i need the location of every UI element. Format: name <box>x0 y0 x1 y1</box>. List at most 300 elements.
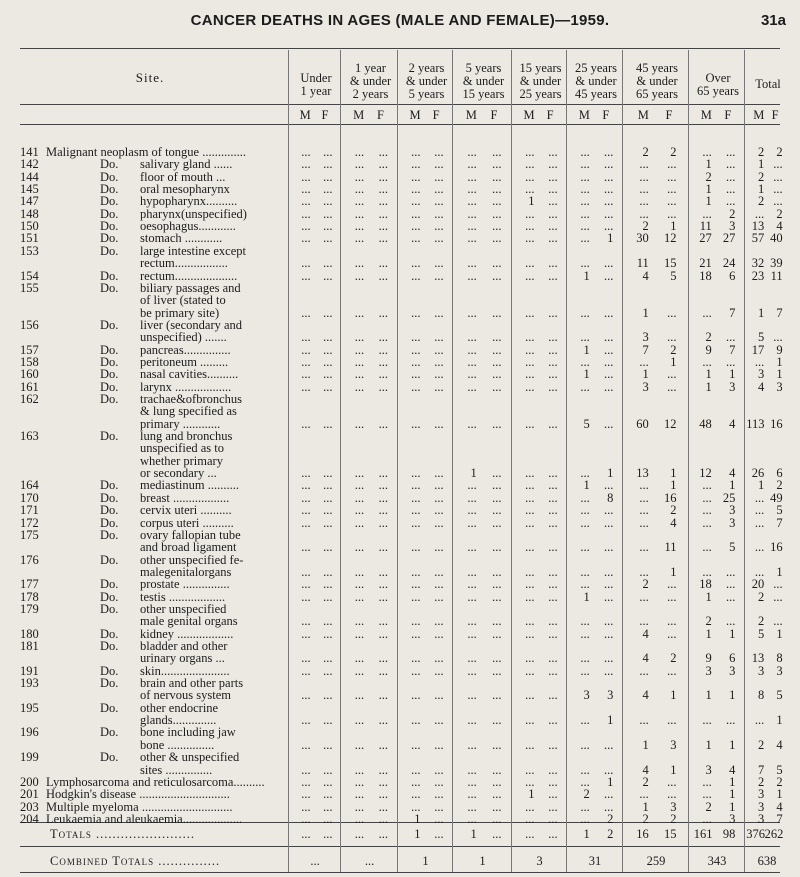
empty-cell: ... <box>492 626 502 641</box>
cell-value: 5 <box>757 330 765 345</box>
empty-cell: ... <box>639 182 649 197</box>
empty-cell: ... <box>301 194 311 209</box>
empty-cell: ... <box>467 713 477 728</box>
empty-cell: ... <box>702 515 712 530</box>
empty-cell: ... <box>354 169 365 184</box>
empty-cell: ... <box>467 342 477 357</box>
empty-cell: ... <box>354 787 365 802</box>
empty-cell: ... <box>378 367 389 382</box>
cell-value: 3 <box>670 799 677 814</box>
empty-cell: ... <box>667 206 677 221</box>
empty-cell: ... <box>323 827 333 841</box>
empty-cell: ... <box>667 157 677 172</box>
empty-cell: ... <box>378 589 389 604</box>
table-row <box>0 220 800 233</box>
male-header: M <box>578 108 590 122</box>
empty-cell: ... <box>702 540 712 555</box>
row-label: peritoneum ......... <box>140 354 229 369</box>
cell-value: 26 <box>751 466 765 481</box>
empty-cell: ... <box>603 515 614 530</box>
empty-cell: ... <box>301 737 311 752</box>
cell-value: 2 <box>583 787 590 802</box>
ditto-label: Do. <box>100 626 119 641</box>
site-column-header: Site. <box>135 70 165 85</box>
table-row <box>0 245 800 258</box>
cell-value: 1 <box>757 478 765 493</box>
empty-cell: ... <box>639 515 649 530</box>
total-value: 1 <box>470 827 477 841</box>
empty-cell: ... <box>434 515 444 530</box>
empty-cell: ... <box>411 688 421 703</box>
empty-cell: ... <box>773 194 783 209</box>
totals-label: Totals ........................ <box>50 827 196 841</box>
ditto-label: Do. <box>100 552 119 567</box>
combined-value: ... <box>310 854 320 868</box>
cell-value: 2 <box>757 614 765 629</box>
table-row <box>0 689 800 702</box>
empty-cell: ... <box>378 145 389 159</box>
empty-cell: ... <box>411 231 421 246</box>
row-label: oesophagus............ <box>140 219 236 234</box>
cell-value: 1 <box>607 466 614 481</box>
empty-cell: ... <box>548 231 558 246</box>
cell-value: 3 <box>705 663 712 678</box>
empty-cell: ... <box>411 577 421 592</box>
cell-value: 12 <box>664 231 677 246</box>
empty-cell: ... <box>580 231 590 246</box>
cell-value: 1 <box>729 799 736 814</box>
empty-cell: ... <box>467 811 477 826</box>
total-value: 1 <box>414 827 421 841</box>
row-label: large intestine except <box>140 243 246 258</box>
total-value: 262 <box>764 827 784 841</box>
empty-cell: ... <box>773 330 783 345</box>
row-label: salivary gland ...... <box>140 157 233 172</box>
empty-cell: ... <box>434 713 444 728</box>
empty-cell: ... <box>323 737 333 752</box>
empty-cell: ... <box>548 490 558 505</box>
cell-value: 1 <box>729 367 736 382</box>
combined-value: 259 <box>646 854 666 868</box>
cell-value: 2 <box>705 799 712 814</box>
cell-value: 1 <box>729 774 736 789</box>
empty-cell: ... <box>725 577 736 592</box>
empty-cell: ... <box>378 626 389 641</box>
combined-value: 638 <box>757 854 777 868</box>
cell-value: 7 <box>642 342 649 357</box>
empty-cell: ... <box>548 540 558 555</box>
empty-cell: ... <box>492 367 502 382</box>
empty-cell: ... <box>323 231 333 246</box>
male-header: M <box>409 108 421 122</box>
row-code: 154 <box>20 268 39 283</box>
cell-value: 1 <box>470 466 477 481</box>
empty-cell: ... <box>323 663 333 678</box>
row-code: 142 <box>20 157 39 172</box>
empty-cell: ... <box>667 305 677 320</box>
female-header: F <box>602 108 610 122</box>
empty-cell: ... <box>467 564 477 579</box>
cell-value: 1 <box>776 787 783 802</box>
empty-cell: ... <box>301 342 311 357</box>
empty-cell: ... <box>411 540 421 555</box>
empty-cell: ... <box>434 268 444 283</box>
empty-cell: ... <box>580 577 590 592</box>
empty-cell: ... <box>580 762 590 777</box>
empty-cell: ... <box>580 379 590 394</box>
cell-value: 13 <box>636 466 649 481</box>
ditto-label: Do. <box>100 317 119 332</box>
combined-value: 31 <box>588 854 602 868</box>
empty-cell: ... <box>378 737 389 752</box>
row-label: liver (secondary and <box>140 317 243 332</box>
column-header: 2 years & under 5 years <box>405 61 448 101</box>
empty-cell: ... <box>603 268 614 283</box>
empty-cell: ... <box>492 379 502 394</box>
empty-cell: ... <box>548 564 558 579</box>
cell-value: 1 <box>642 737 649 752</box>
cell-value: 8 <box>757 688 765 703</box>
cell-value: 4 <box>642 268 649 283</box>
cell-value: 4 <box>642 762 649 777</box>
empty-cell: ... <box>492 206 502 221</box>
cell-value: 2 <box>705 614 712 629</box>
empty-cell: ... <box>354 811 365 826</box>
cell-value: 16 <box>770 416 783 431</box>
cell-value: 3 <box>757 663 765 678</box>
empty-cell: ... <box>354 157 365 172</box>
empty-cell: ... <box>378 713 389 728</box>
column-header: 1 year & under 2 years <box>349 61 392 101</box>
page-number: 31a <box>760 12 786 29</box>
empty-cell: ... <box>754 515 765 530</box>
empty-cell: ... <box>467 379 477 394</box>
empty-cell: ... <box>354 194 365 209</box>
empty-cell: ... <box>603 169 614 184</box>
ditto-label: Do. <box>100 169 119 184</box>
ditto-label: Do. <box>100 663 119 678</box>
table-row <box>0 739 800 752</box>
row-label: floor of mouth ... <box>140 169 226 184</box>
empty-cell: ... <box>354 268 365 283</box>
empty-cell: ... <box>354 354 365 369</box>
empty-cell: ... <box>434 799 444 814</box>
combined-value: ... <box>364 854 375 868</box>
empty-cell: ... <box>548 466 558 481</box>
row-code: 164 <box>20 478 39 493</box>
empty-cell: ... <box>323 577 333 592</box>
female-header: F <box>321 108 329 122</box>
cell-value: 4 <box>642 651 649 666</box>
cell-value: 1 <box>776 626 783 641</box>
empty-cell: ... <box>434 466 444 481</box>
cell-value: 2 <box>757 589 765 604</box>
empty-cell: ... <box>548 762 558 777</box>
table-row <box>0 467 800 480</box>
combined-totals-row <box>0 855 800 868</box>
row-label: mediastinum .......... <box>140 478 239 493</box>
empty-cell: ... <box>667 330 677 345</box>
cell-value: 13 <box>751 651 765 666</box>
cell-value: 1 <box>583 367 590 382</box>
empty-cell: ... <box>354 799 365 814</box>
row-label: nasal cavities.......... <box>140 367 239 382</box>
empty-cell: ... <box>667 194 677 209</box>
empty-cell: ... <box>525 182 535 197</box>
cell-value: 1 <box>705 194 712 209</box>
row-code: 144 <box>20 169 39 184</box>
empty-cell: ... <box>639 503 649 518</box>
cell-value: 9 <box>705 342 712 357</box>
table-row <box>0 393 800 406</box>
empty-cell: ... <box>492 466 502 481</box>
empty-cell: ... <box>580 145 590 159</box>
empty-cell: ... <box>411 564 421 579</box>
empty-cell: ... <box>323 688 333 703</box>
empty-cell: ... <box>492 540 502 555</box>
row-label: of liver (stated to <box>140 293 226 308</box>
empty-cell: ... <box>378 651 389 666</box>
empty-cell: ... <box>354 367 365 382</box>
column-header: 45 years & under 65 years <box>636 61 678 101</box>
empty-cell: ... <box>492 811 502 826</box>
empty-cell: ... <box>434 206 444 221</box>
empty-cell: ... <box>323 367 333 382</box>
empty-cell: ... <box>467 663 477 678</box>
empty-cell: ... <box>301 354 311 369</box>
empty-cell: ... <box>492 169 502 184</box>
empty-cell: ... <box>301 626 311 641</box>
empty-cell: ... <box>580 256 590 271</box>
empty-cell: ... <box>323 589 333 604</box>
empty-cell: ... <box>492 827 502 841</box>
empty-cell: ... <box>725 169 736 184</box>
ditto-label: Do. <box>100 676 119 691</box>
cell-value: 1 <box>705 379 712 394</box>
empty-cell: ... <box>323 305 333 320</box>
female-header: F <box>432 108 440 122</box>
empty-cell: ... <box>525 305 535 320</box>
cell-value: 1 <box>670 564 677 579</box>
empty-cell: ... <box>492 330 502 345</box>
empty-cell: ... <box>434 478 444 493</box>
table-row <box>0 442 800 455</box>
empty-cell: ... <box>639 354 649 369</box>
cell-value: 18 <box>699 268 712 283</box>
empty-cell: ... <box>548 305 558 320</box>
empty-cell: ... <box>773 589 783 604</box>
cell-value: 2 <box>670 651 677 666</box>
empty-cell: ... <box>702 713 712 728</box>
empty-cell: ... <box>411 651 421 666</box>
empty-cell: ... <box>492 614 502 629</box>
empty-cell: ... <box>492 354 502 369</box>
empty-cell: ... <box>492 157 502 172</box>
empty-cell: ... <box>378 342 389 357</box>
empty-cell: ... <box>492 713 502 728</box>
empty-cell: ... <box>434 416 444 431</box>
cell-value: 2 <box>757 169 765 184</box>
empty-cell: ... <box>580 799 590 814</box>
cell-value: 2 <box>757 145 765 159</box>
empty-cell: ... <box>434 490 444 505</box>
empty-cell: ... <box>580 626 590 641</box>
empty-cell: ... <box>548 651 558 666</box>
table-row <box>0 813 800 826</box>
empty-cell: ... <box>434 342 444 357</box>
row-label: Multiple myeloma ............................. <box>46 799 233 814</box>
empty-cell: ... <box>411 219 421 234</box>
empty-cell: ... <box>725 614 736 629</box>
cell-value: 7 <box>776 515 783 530</box>
empty-cell: ... <box>411 762 421 777</box>
cell-value: 3 <box>729 515 736 530</box>
empty-cell: ... <box>301 688 311 703</box>
row-code: 155 <box>20 280 39 295</box>
cell-value: 1 <box>776 564 783 579</box>
cell-value: 2 <box>670 342 677 357</box>
empty-cell: ... <box>548 268 558 283</box>
empty-cell: ... <box>702 206 712 221</box>
empty-cell: ... <box>301 466 311 481</box>
empty-cell: ... <box>773 182 783 197</box>
empty-cell: ... <box>301 564 311 579</box>
empty-cell: ... <box>603 194 614 209</box>
empty-cell: ... <box>525 503 535 518</box>
empty-cell: ... <box>603 626 614 641</box>
empty-cell: ... <box>525 354 535 369</box>
cell-value: 1 <box>705 688 712 703</box>
cell-value: 1 <box>729 478 736 493</box>
empty-cell: ... <box>725 182 736 197</box>
ditto-label: Do. <box>100 490 119 505</box>
empty-cell: ... <box>725 354 736 369</box>
cell-value: 2 <box>776 774 783 789</box>
empty-cell: ... <box>354 330 365 345</box>
empty-cell: ... <box>354 256 365 271</box>
empty-cell: ... <box>702 478 712 493</box>
cell-value: 16 <box>664 490 677 505</box>
row-label: rectum................. <box>140 256 228 271</box>
table-row <box>0 554 800 567</box>
ditto-label: Do. <box>100 268 119 283</box>
empty-cell: ... <box>411 182 421 197</box>
cell-value: 7 <box>729 305 736 320</box>
cell-value: 27 <box>699 231 712 246</box>
empty-cell: ... <box>639 564 649 579</box>
empty-cell: ... <box>378 219 389 234</box>
cell-value: 1 <box>757 305 765 320</box>
empty-cell: ... <box>702 564 712 579</box>
empty-cell: ... <box>548 503 558 518</box>
empty-cell: ... <box>301 515 311 530</box>
empty-cell: ... <box>411 614 421 629</box>
combined-totals-label: Combined Totals ............... <box>50 854 221 868</box>
table-row <box>0 195 800 208</box>
cell-value: 3 <box>729 663 736 678</box>
ditto-label: Do. <box>100 527 119 542</box>
empty-cell: ... <box>639 713 649 728</box>
empty-cell: ... <box>525 367 535 382</box>
cell-value: 1 <box>705 367 712 382</box>
empty-cell: ... <box>548 182 558 197</box>
empty-cell: ... <box>411 416 421 431</box>
row-code: 200 <box>20 774 39 789</box>
row-code: 181 <box>20 639 39 653</box>
row-label: and broad ligament <box>140 540 237 555</box>
cell-value: 11 <box>770 268 783 283</box>
cell-value: 3 <box>670 737 677 752</box>
empty-cell: ... <box>492 688 502 703</box>
row-label: oral mesopharynx <box>140 182 230 197</box>
empty-cell: ... <box>603 762 614 777</box>
row-label: other endocrine <box>140 700 219 715</box>
empty-cell: ... <box>702 787 712 802</box>
empty-cell: ... <box>525 145 535 159</box>
empty-cell: ... <box>603 787 614 802</box>
empty-cell: ... <box>378 811 389 826</box>
ditto-label: Do. <box>100 231 119 246</box>
column-header: 25 years & under 45 years <box>575 61 617 101</box>
empty-cell: ... <box>301 478 311 493</box>
table-row <box>0 368 800 381</box>
empty-cell: ... <box>525 663 535 678</box>
empty-cell: ... <box>323 416 333 431</box>
cell-value: 1 <box>705 182 712 197</box>
empty-cell: ... <box>467 577 477 592</box>
male-header: M <box>637 108 649 122</box>
empty-cell: ... <box>354 206 365 221</box>
ditto-label: Do. <box>100 601 119 616</box>
empty-cell: ... <box>492 651 502 666</box>
empty-cell: ... <box>548 194 558 209</box>
empty-cell: ... <box>580 614 590 629</box>
total-value: 1 <box>583 827 590 841</box>
female-header: F <box>546 108 554 122</box>
empty-cell: ... <box>301 367 311 382</box>
empty-cell: ... <box>467 614 477 629</box>
empty-cell: ... <box>548 827 558 841</box>
combined-value: 343 <box>707 854 727 868</box>
empty-cell: ... <box>773 169 783 184</box>
row-label: biliary passages and <box>140 280 241 295</box>
empty-cell: ... <box>301 145 311 159</box>
table-row <box>0 628 800 641</box>
row-label: male genital organs <box>140 614 238 629</box>
empty-cell: ... <box>548 787 558 802</box>
empty-cell: ... <box>525 614 535 629</box>
empty-cell: ... <box>411 503 421 518</box>
empty-cell: ... <box>492 305 502 320</box>
empty-cell: ... <box>548 713 558 728</box>
empty-cell: ... <box>725 194 736 209</box>
cell-value: 3 <box>729 219 736 234</box>
empty-cell: ... <box>639 157 649 172</box>
empty-cell: ... <box>548 478 558 493</box>
empty-cell: ... <box>411 342 421 357</box>
empty-cell: ... <box>354 626 365 641</box>
empty-cell: ... <box>467 206 477 221</box>
empty-cell: ... <box>411 466 421 481</box>
cell-value: 2 <box>642 145 649 159</box>
table-row <box>0 356 800 369</box>
empty-cell: ... <box>434 540 444 555</box>
cell-value: 4 <box>757 379 765 394</box>
empty-cell: ... <box>434 145 444 159</box>
cell-value: 12 <box>699 466 712 481</box>
empty-cell: ... <box>354 416 365 431</box>
empty-cell: ... <box>411 330 421 345</box>
